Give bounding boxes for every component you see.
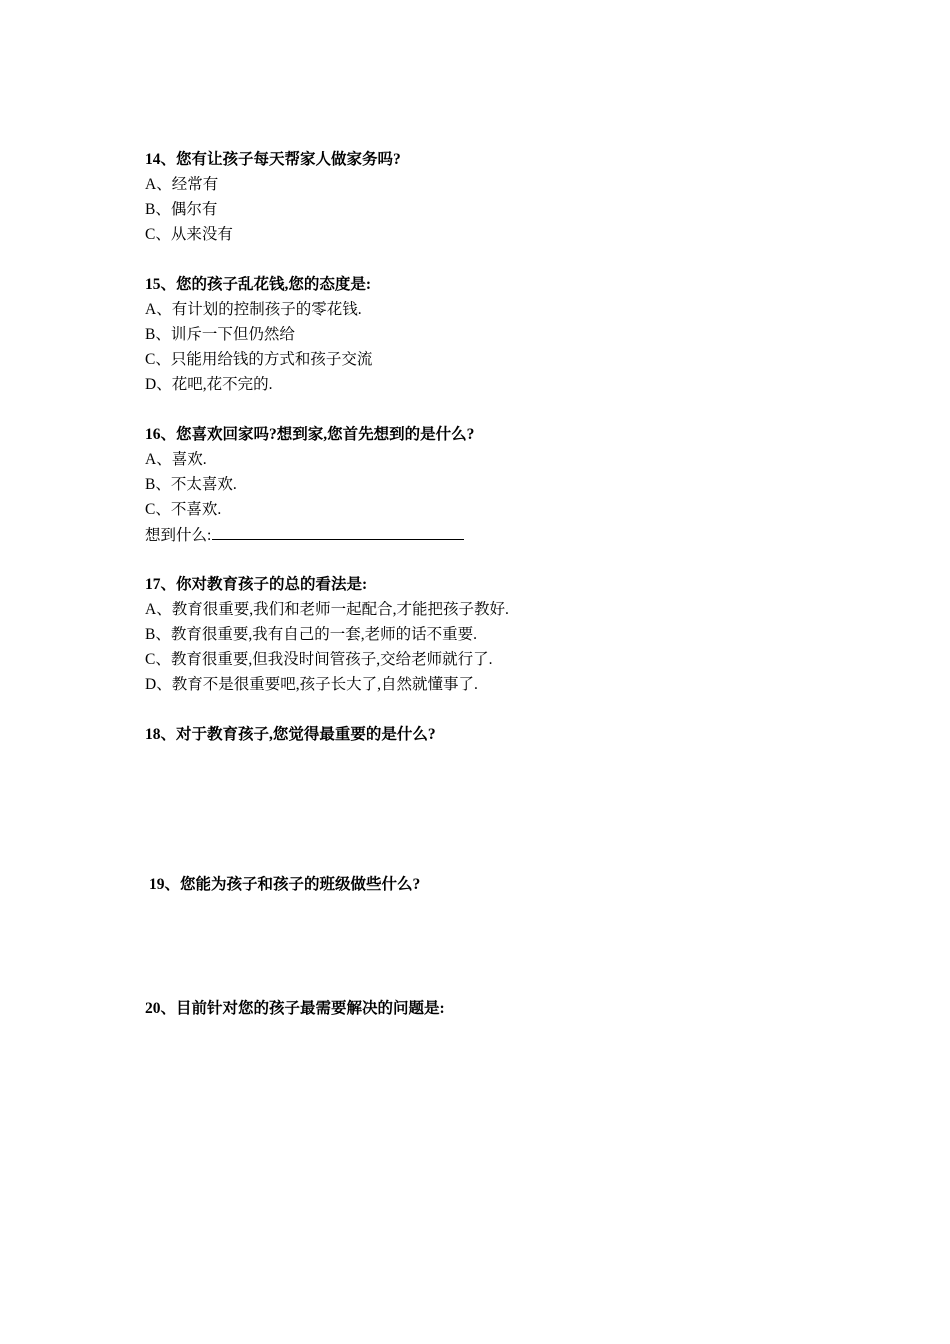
question-17-option-b: B、教育很重要,我有自己的一套,老师的话不重要. <box>145 626 477 643</box>
question-14-title: 14、您有让孩子每天帮家人做家务吗? <box>145 151 401 168</box>
question-17-option-a: A、教育很重要,我们和老师一起配合,才能把孩子教好. <box>145 601 509 618</box>
question-15-option-a: A、有计划的控制孩子的零花钱. <box>145 301 362 318</box>
question-20-answer-area[interactable] <box>145 1026 765 1226</box>
question-16-title: 16、您喜欢回家吗?想到家,您首先想到的是什么? <box>145 426 475 443</box>
question-15-option-b: B、训斥一下但仍然给 <box>145 326 295 343</box>
question-14-option-b: B、偶尔有 <box>145 201 218 218</box>
question-19-title: 19、您能为孩子和孩子的班级做些什么? <box>149 876 421 893</box>
question-16-option-c: C、不喜欢. <box>145 501 222 518</box>
question-14-option-c: C、从来没有 <box>145 226 233 243</box>
question-17-option-c: C、教育很重要,但我没时间管孩子,交给老师就行了. <box>145 651 493 668</box>
question-15-option-c: C、只能用给钱的方式和孩子交流 <box>145 351 373 368</box>
question-17-option-d: D、教育不是很重要吧,孩子长大了,自然就懂事了. <box>145 676 478 693</box>
question-19-answer-area[interactable] <box>145 902 765 990</box>
question-16-fill-line <box>145 525 464 546</box>
question-20-title: 20、目前针对您的孩子最需要解决的问题是: <box>145 1000 445 1017</box>
question-18-answer-area[interactable] <box>145 752 765 862</box>
question-16-option-b: B、不太喜欢. <box>145 476 237 493</box>
question-15-title: 15、您的孩子乱花钱,您的态度是: <box>145 276 372 293</box>
question-16-fill-label: 想到什么: <box>145 527 212 544</box>
question-15-option-d: D、花吧,花不完的. <box>145 376 273 393</box>
question-16-answer-blank[interactable] <box>212 525 464 540</box>
question-17-title: 17、你对教育孩子的总的看法是: <box>145 576 368 593</box>
question-18-title: 18、对于教育孩子,您觉得最重要的是什么? <box>145 726 436 743</box>
question-14-option-a: A、经常有 <box>145 176 219 193</box>
question-16-option-a: A、喜欢. <box>145 451 207 468</box>
